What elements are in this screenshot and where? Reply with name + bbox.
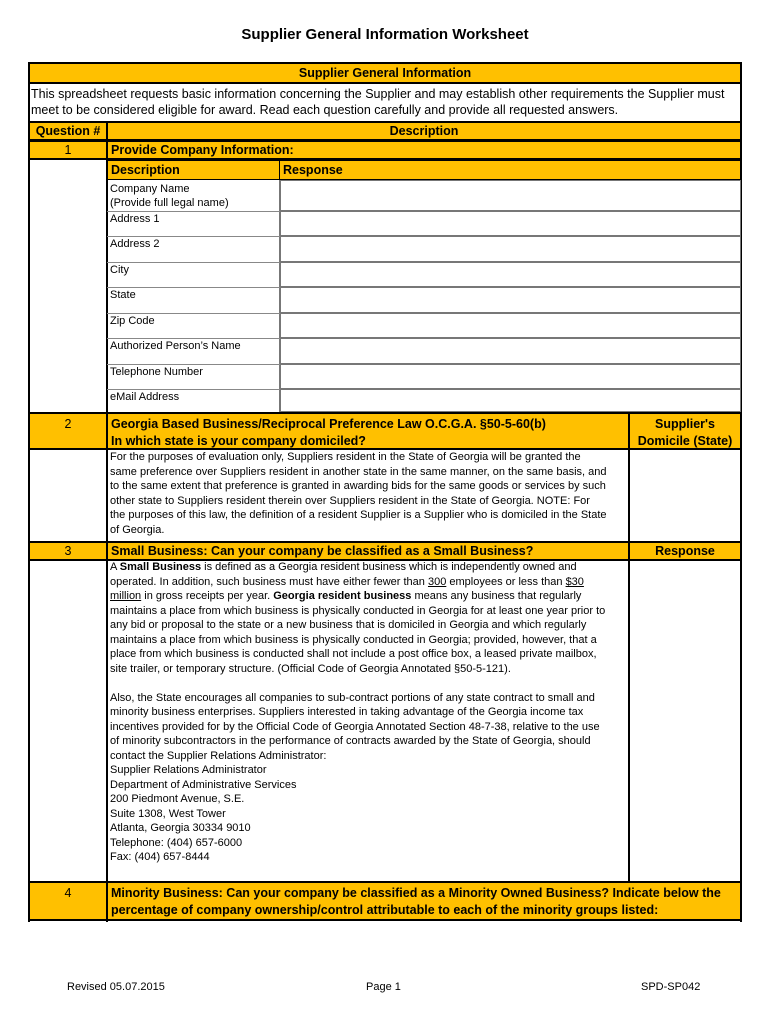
q2-body-line: For the purposes of evaluation only, Suppliers resident in the State of Georgia will be granted the — [110, 451, 581, 463]
q3-body-line: site trailer, or temporary structure. (Official Code of Georgia Annotated §50-5-121). — [110, 662, 511, 675]
field-label-authorized-person: Authorized Person’s Name — [110, 340, 241, 352]
q3-body-line: incentives provided for by the Official Code of Georgia Annotated Section 48-7-38, relative to the use — [110, 720, 600, 733]
q1-number: 1 — [28, 140, 108, 160]
footer-page: Page 1 — [366, 981, 401, 993]
q3-body-line: Department of Administrative Services — [110, 778, 297, 791]
q3-title: Small Business: Can your company be classified as a Small Business? — [106, 541, 630, 561]
footer-revised: Revised 05.07.2015 — [67, 981, 165, 993]
zip-code-input[interactable] — [280, 313, 741, 338]
address-1-input[interactable] — [280, 211, 741, 236]
telephone-input[interactable] — [280, 364, 741, 389]
text-span: $30 — [565, 575, 584, 588]
field-label-legal-name-hint: (Provide full legal name) — [110, 197, 229, 209]
intro-line-2: meet to be considered eligible for award. Read each question carefully and provide all requested answers. — [31, 103, 619, 117]
footer-code: SPD-SP042 — [641, 981, 701, 993]
field-label-city: City — [110, 264, 129, 276]
q2-title-line-1: Georgia Based Business/Reciprocal Preference Law O.C.G.A. §50-5-60(b) — [111, 417, 546, 431]
q3-number: 3 — [28, 541, 108, 561]
text-span: A — [110, 561, 120, 573]
q3-body-line: minority business enterprises. Suppliers interested in taking advantage of the Georgia income tax — [110, 706, 584, 718]
q2-number: 2 — [28, 412, 108, 450]
q3-body-line: Atlanta, Georgia 30334 9010 — [110, 822, 251, 834]
q4-title-cell — [106, 881, 742, 921]
state-input[interactable] — [280, 287, 741, 313]
text-span: million — [110, 590, 142, 602]
q2-title-cell — [106, 412, 630, 450]
q2-title-line-2: In which state is your company domiciled? — [111, 434, 366, 448]
q1-sub-response: Response — [279, 160, 742, 180]
q3-body-line: any bid or proposal to the state or a new business that is domiciled in Georgia and which regularly — [110, 619, 587, 631]
authorized-person-input[interactable] — [280, 338, 741, 364]
q3-body-line: Suite 1308, West Tower — [110, 807, 226, 820]
text-span: operated. In addition, such business must have either fewer than — [110, 575, 428, 588]
field-label-address-2: Address 2 — [110, 238, 160, 250]
text-span: employees or less than — [446, 575, 566, 588]
q1-title: Provide Company Information: — [106, 140, 742, 160]
domicile-state-input[interactable] — [630, 450, 740, 542]
text-span: is defined as a Georgia resident business which is independently owned and — [201, 561, 577, 573]
q3-body-line: Fax: (404) 657-8444 — [110, 851, 210, 863]
q3-body-line: 200 Piedmont Avenue, S.E. — [110, 793, 245, 805]
q3-body-line: Also, the State encourages all companies to sub-contract portions of any state contract to small and — [110, 691, 595, 704]
q4-title-line-2: percentage of company ownership/control attributable to each of the minority groups listed: — [111, 903, 659, 917]
field-label-telephone: Telephone Number — [110, 366, 203, 378]
q1-sub-description: Description — [106, 160, 280, 180]
q3-body-line — [110, 575, 628, 590]
column-header-question: Question # — [28, 121, 108, 141]
text-span: in gross receipts per year. — [141, 590, 274, 602]
q3-body-line — [110, 560, 628, 575]
text-span: Small Business — [119, 561, 202, 573]
field-label-company-name: Company Name — [110, 183, 190, 195]
q3-body-line: maintains a place from which business is physically conducted in Georgia; provided, however, that a — [110, 633, 597, 646]
intro-line-1: This spreadsheet requests basic information concerning the Supplier and may establish other requirements the Supplier must — [31, 87, 725, 101]
text-span: Georgia resident business — [273, 590, 412, 602]
section-header: Supplier General Information — [28, 62, 742, 84]
text-span: means any business that regularly — [411, 590, 582, 602]
q2-resp-line-2: Domicile (State) — [637, 434, 733, 448]
q2-body-line: other state to Suppliers resident therein over Suppliers resident in the State of Georgia. NOTE: For — [110, 494, 590, 507]
q4-number: 4 — [28, 881, 108, 921]
q3-body-line: contact the Supplier Relations Administrator: — [110, 749, 327, 762]
field-label-state: State — [110, 289, 136, 301]
text-span: 300 — [427, 575, 447, 588]
paragraph-gap — [110, 676, 628, 691]
q2-body-line: to the same extent that preference is granted in awarding bids for the same goods or services by such — [110, 480, 606, 492]
q3-body — [110, 560, 628, 865]
address-2-input[interactable] — [280, 236, 741, 262]
q3-body-line: place from which business is conducted shall not include a post office box, a leased private mailbox, — [110, 648, 597, 660]
q3-response-header: Response — [628, 541, 742, 561]
field-label-zip-code: Zip Code — [110, 315, 155, 327]
q4-title-line-1: Minority Business: Can your company be classified as a Minority Owned Business? Indicate below the — [111, 886, 721, 900]
email-input[interactable] — [280, 389, 741, 412]
q2-resp-line-1: Supplier's — [655, 417, 715, 431]
q3-body-line: maintains a place from which business is physically conducted in Georgia for at least one year prior to — [110, 604, 606, 617]
q3-body-line — [110, 589, 628, 604]
q3-body-line: Telephone: (404) 657-6000 — [110, 836, 243, 849]
column-header-description: Description — [106, 121, 742, 141]
q2-body-line: same preference over Suppliers resident in another state in the same manner, on the same basis, and — [110, 465, 607, 478]
q3-body-line: of minority subcontractors in the performance of contracts awarded by the State of Georgia, should — [110, 735, 591, 747]
small-business-response-input[interactable] — [630, 561, 740, 881]
q2-body — [110, 450, 630, 537]
q3-body-line: Supplier Relations Administrator — [110, 764, 267, 776]
company-name-input[interactable] — [280, 180, 741, 211]
q2-body-line: the purposes of this law, the definition of a resident Supplier is a Supplier who is domiciled in the State — [110, 509, 607, 521]
q2-body-line: of Georgia. — [110, 523, 165, 536]
row-separator — [107, 262, 280, 263]
q2-response-header — [628, 412, 742, 450]
page-title: Supplier General Information Worksheet — [241, 26, 529, 43]
field-label-email: eMail Address — [110, 391, 180, 403]
city-input[interactable] — [280, 262, 741, 287]
field-label-address-1: Address 1 — [110, 213, 160, 225]
